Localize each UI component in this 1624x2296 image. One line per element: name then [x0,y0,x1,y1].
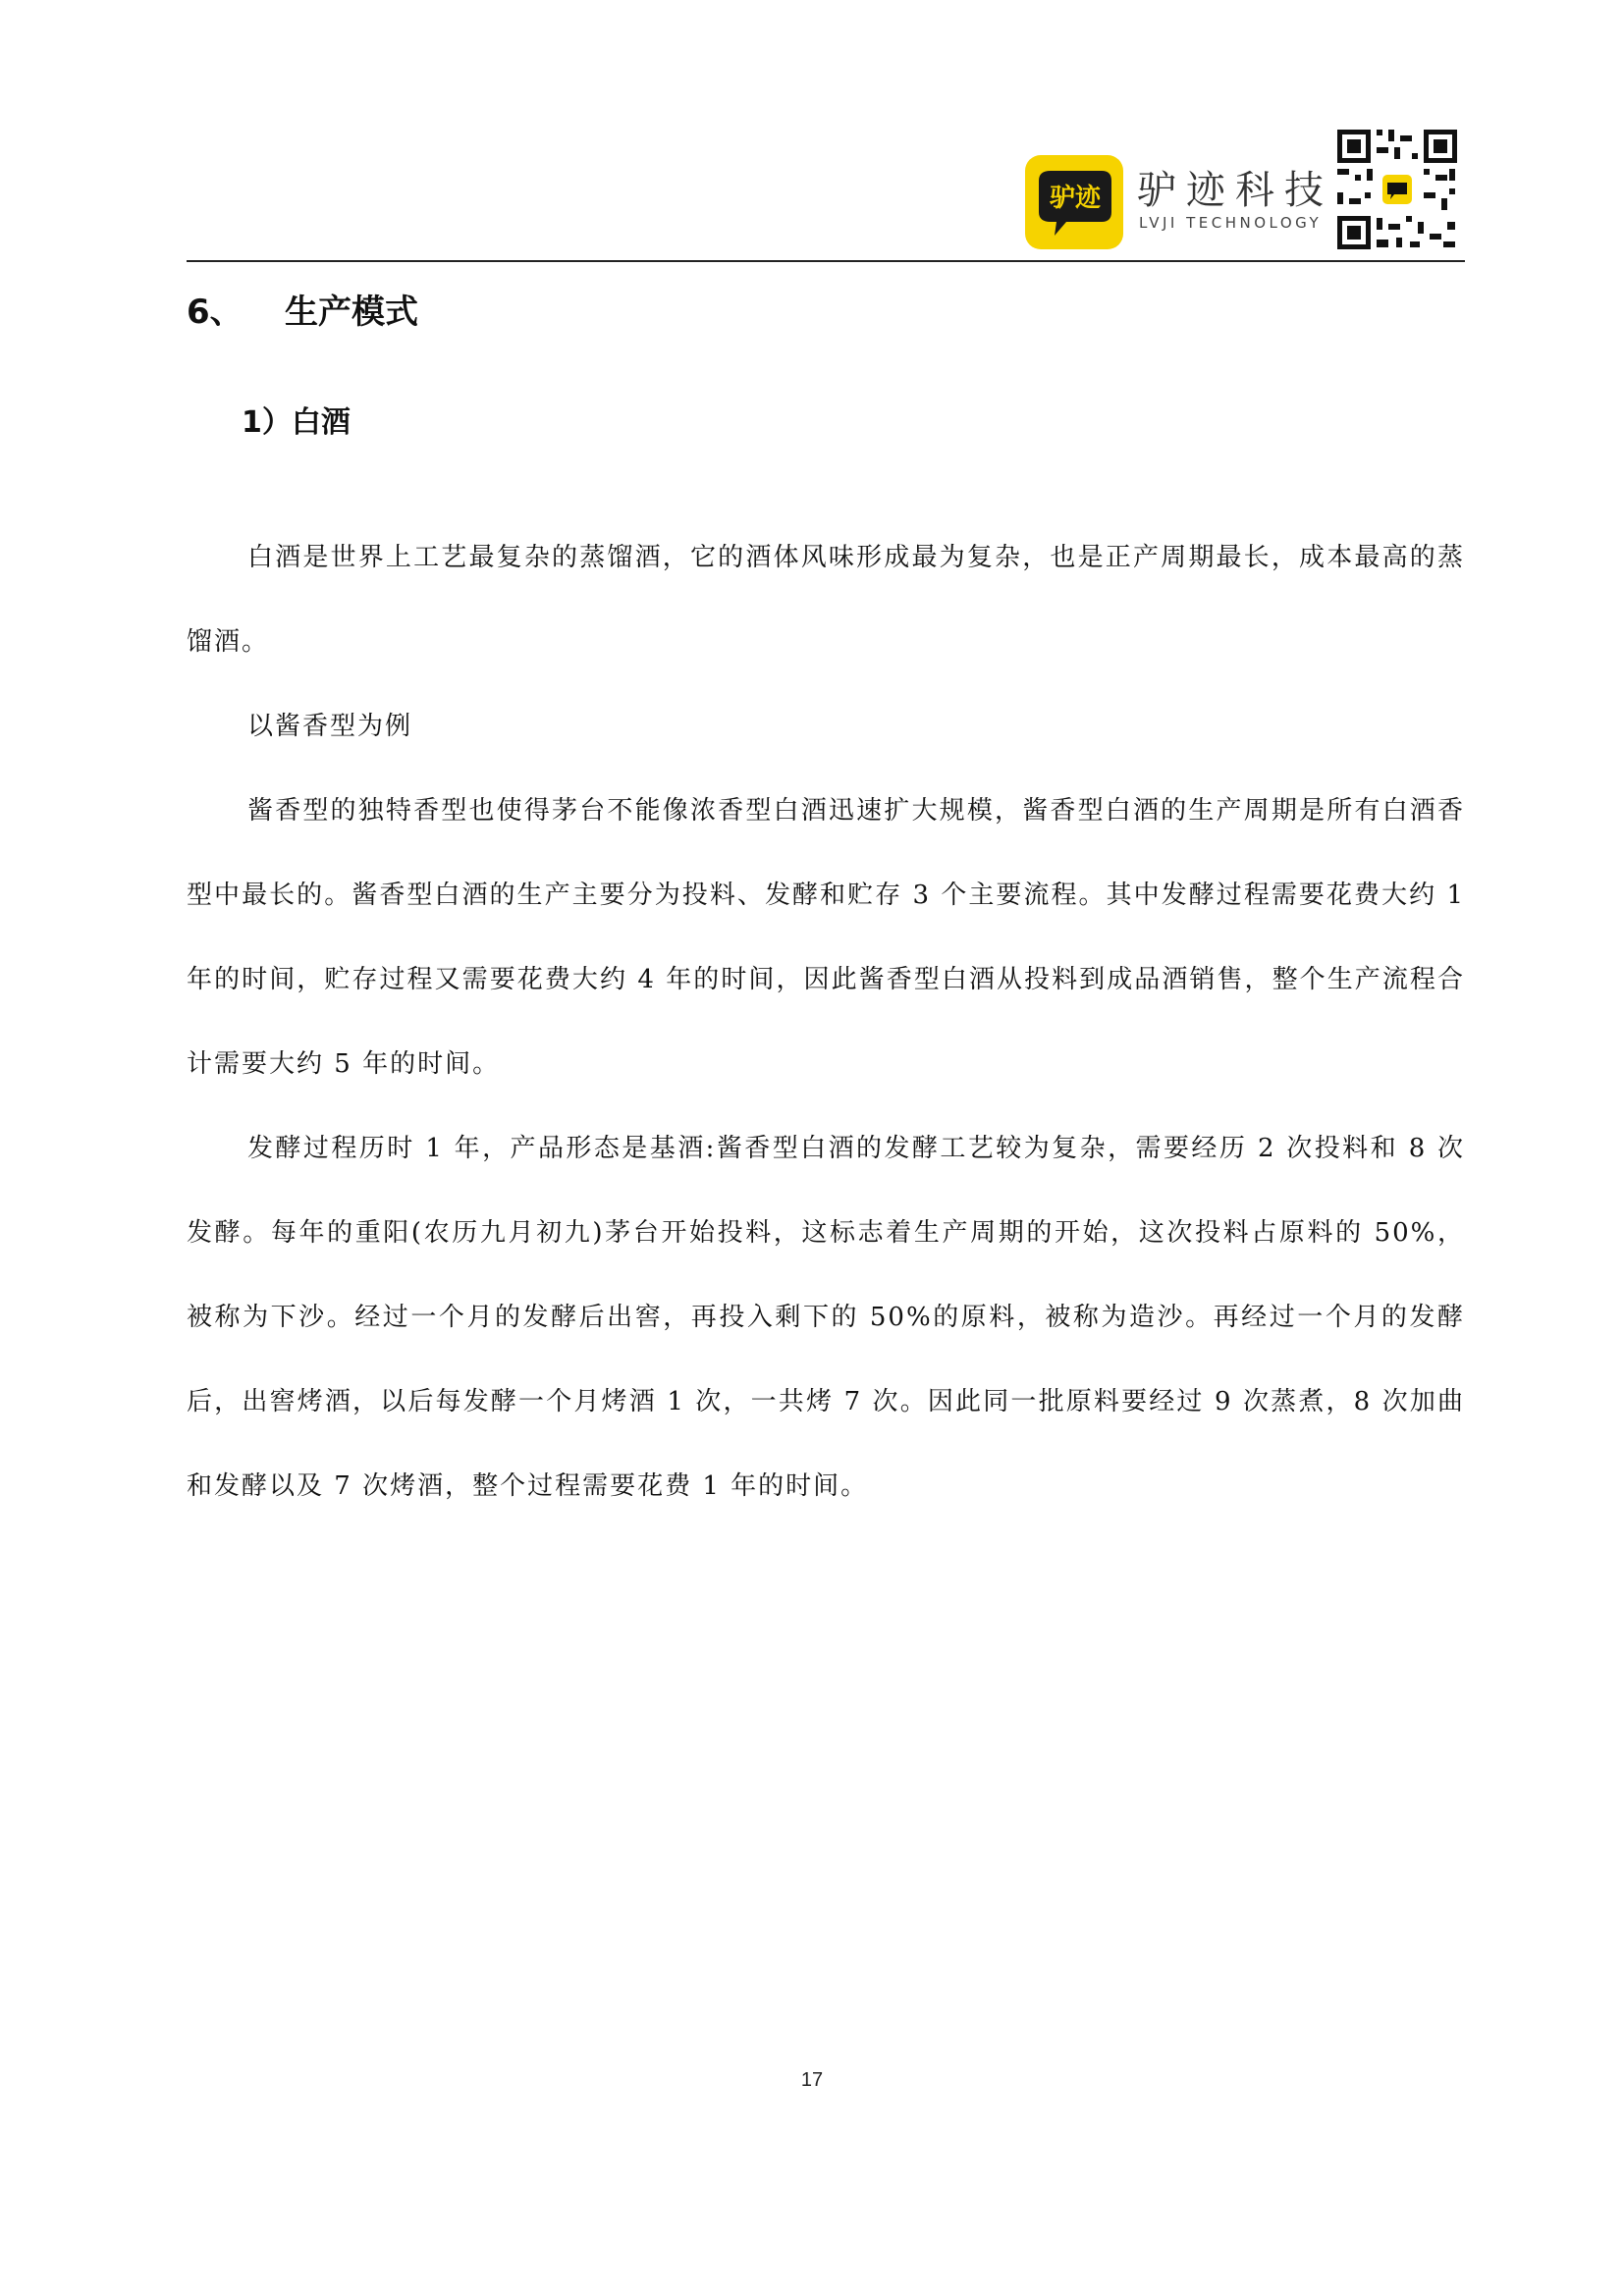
brand-name: 驴迹科技 [1137,168,1333,213]
paragraph: 酱香型的独特香型也使得茅台不能像浓香型白酒迅速扩大规模，酱香型白酒的生产周期是所有白酒香型中最长的。酱香型白酒的生产主要分为投料、发酵和贮存 3 个主要流程。其中发酵过程需要花费大约 1 年的时间，贮存过程又需要花费大约 4 年的时间，因此酱香型白酒从投料到成品酒销售，整个生产流程合计需要大约 5 年的时间。 [187,796,1465,1079]
paragraph: 发酵过程历时 1 年，产品形态是基酒:酱香型白酒的发酵工艺较为复杂，需要经历 2 次投料和 8 次发酵。每年的重阳(农历九月初九)茅台开始投料，这标志着生产周期的开始，这次投料占原料的 50%，被称为下沙。经过一个月的发酵后出窖，再投入剩下的 50%的原料，被称为造沙。再经过一个月的发酵后，出窖烤酒，以后每发酵一个月烤酒 1 次，一共烤 7 次。因此同一批原料要经过 9 次蒸煮，8 次加曲和发酵以及 7 次烤酒，整个过程需要花费 1 年的时间。 [187,1134,1465,1501]
section-number: 6、 [187,293,244,332]
subsection-heading: 1）白酒 [242,405,351,440]
page-number: 17 [800,2069,824,2091]
brand-subtitle: LVJI TECHNOLOGY [1139,214,1323,232]
section-heading [187,285,418,333]
paragraph: 以酱香型为例 [247,712,413,741]
paragraph: 白酒是世界上工艺最复杂的蒸馏酒，它的酒体风味形成最为复杂，也是正产周期最长，成本最高的蒸馏酒。 [187,543,1465,657]
speech-bubble-logo-icon [1025,155,1123,249]
header-divider [187,260,1465,262]
body-text [187,515,1465,1528]
logo-text: 驴迹 [1049,184,1102,213]
qr-code-icon [1335,128,1459,251]
page-header [187,118,1465,265]
company-logo [1025,155,1123,249]
section-title: 生产模式 [285,293,418,332]
